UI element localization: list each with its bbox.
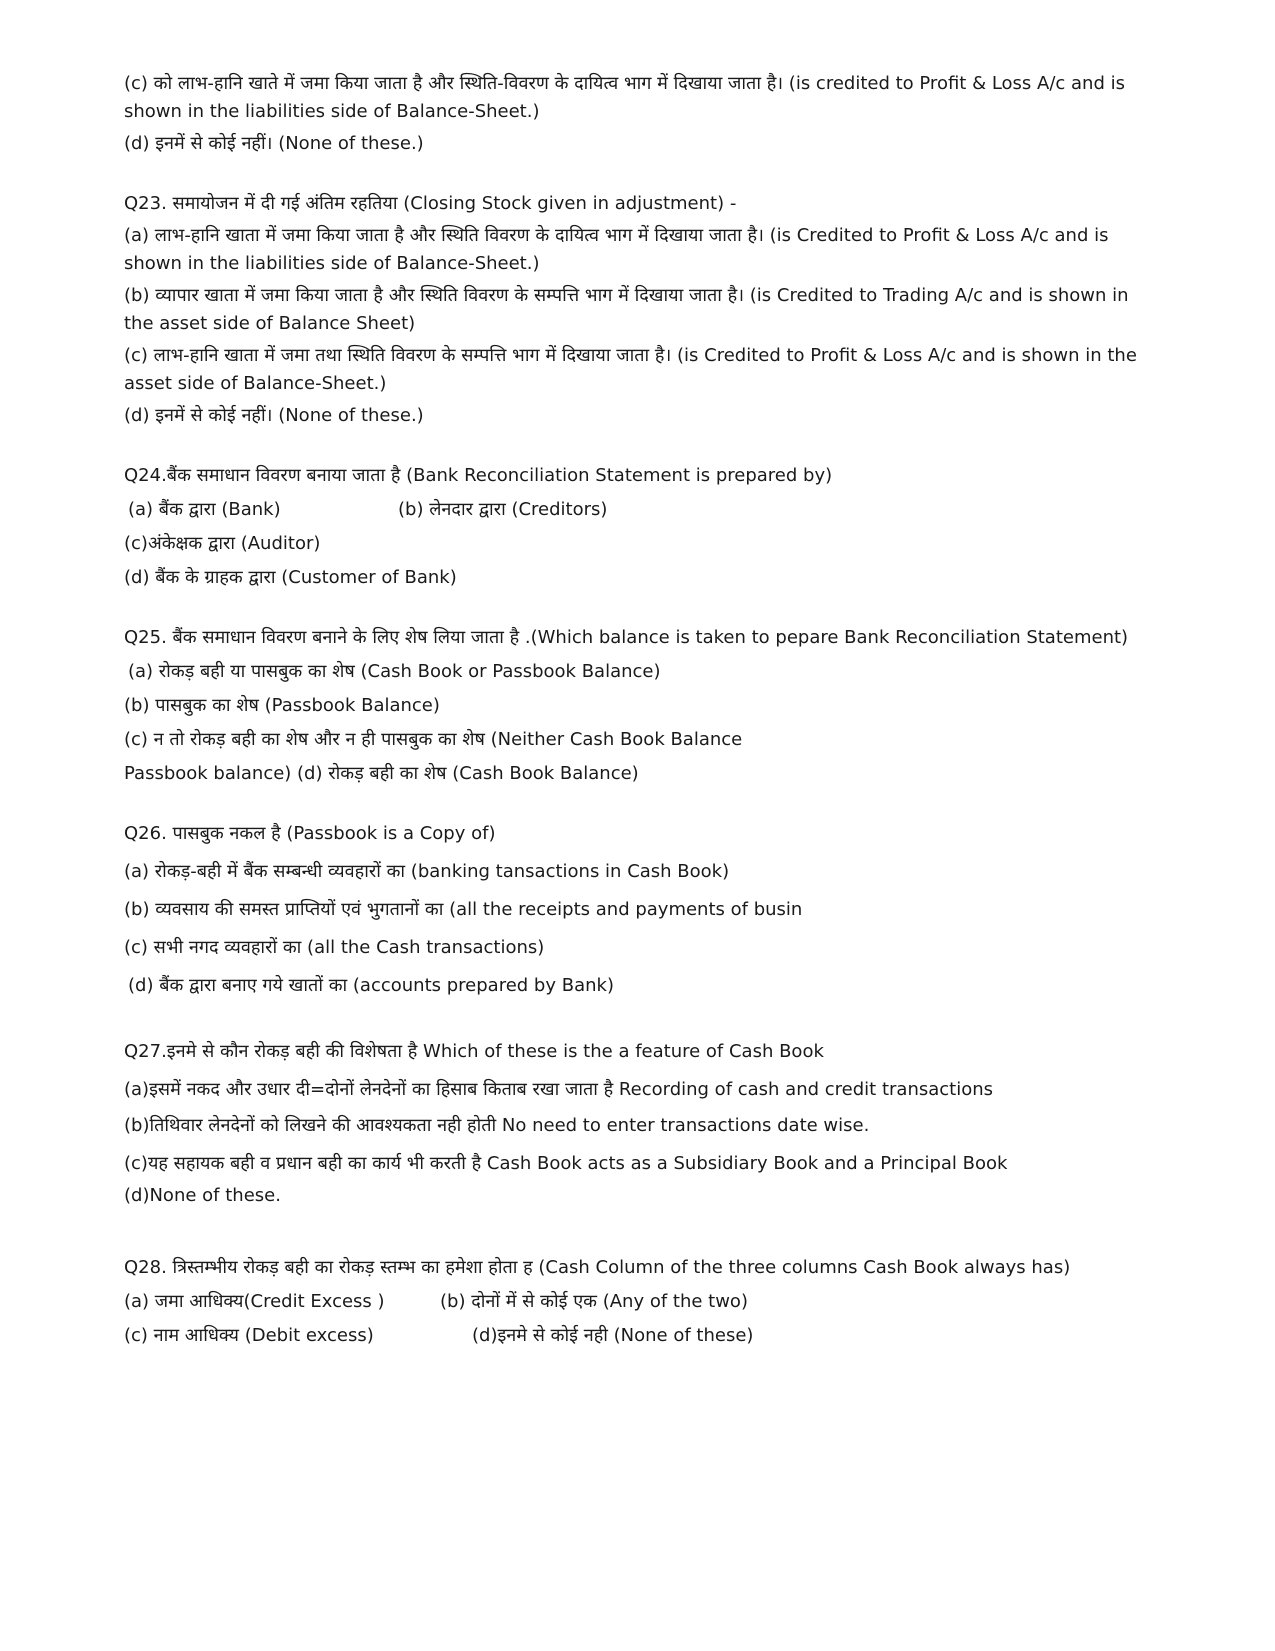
document-page [124,70,1154,1350]
q25-option-c-cont-d: Passbook balance) (d) रोकड़ बही का शेष (Cash Book Balance) [124,763,639,784]
q28-option-b: (b) दोनों में से कोई एक (Any of the two) [440,1291,748,1312]
q25-question: Q25. बैंक समाधान विवरण बनाने के लिए शेष लिया जाता है .(Which balance is taken to pepare Bank Reconciliation Statement) [124,627,1129,648]
q23-option-c: (c) लाभ-हानि खाता में जमा तथा स्थिति विवरण के सम्पत्ति भाग में दिखाया जाता है। (is Credited to Profit & Loss A/c and is shown in the asset side of Balance-Sheet.) [124,345,1137,394]
q28-option-c: (c) नाम आधिक्य (Debit excess) [124,1325,374,1346]
q23-option-b: (b) व्यापार खाता में जमा किया जाता है और स्थिति विवरण के सम्पत्ति भाग में दिखाया जाता है। (is Credited to Trading A/c and is shown in the asset side of Balance Sheet) [124,285,1129,334]
q26-option-a: (a) रोकड़-बही में बैंक सम्बन्धी व्यवहारों का (banking tansactions in Cash Book) [124,861,730,882]
q24-options-row [124,496,1154,524]
q23-question: Q23. समायोजन में दी गई अंतिम रहतिया (Closing Stock given in adjustment) - [124,193,737,214]
q24-option-d: (d) बैंक के ग्राहक द्वारा (Customer of Bank) [124,567,457,588]
q25-option-c: (c) न तो रोकड़ बही का शेष और न ही पासबुक का शेष (Neither Cash Book Balance [124,729,743,750]
q27-option-b: (b)तिथिवार लेनदेनों को लिखने की आवश्यकता नही होती No need to enter transactions date wise. [124,1115,870,1136]
q27-question: Q27.इनमे से कौन रोकड़ बही की विशेषता है Which of these is the a feature of Cash Book [124,1041,824,1062]
q23-option-a: (a) लाभ-हानि खाता में जमा किया जाता है और स्थिति विवरण के दायित्व भाग में दिखाया जाता है। (is Credited to Profit & Loss A/c and is shown in the liabilities side of Balance-Sheet.) [124,225,1109,274]
q24-option-a: (a) बैंक द्वारा (Bank) [128,499,281,520]
q22-option-c: (c) को लाभ-हानि खाते में जमा किया जाता है और स्थिति-विवरण के दायित्व भाग में दिखाया जाता है। (is credited to Profit & Loss A/c and is shown in the liabilities side of Balance-Sheet.) [124,73,1125,122]
q24-question: Q24.बैंक समाधान विवरण बनाया जाता है (Bank Reconciliation Statement is prepared by) [124,465,833,486]
q28-question: Q28. त्रिस्तम्भीय रोकड़ बही का रोकड़ स्तम्भ का हमेशा होता ह (Cash Column of the three columns Cash Book always has) [124,1257,1071,1278]
q26-option-d: (d) बैंक द्वारा बनाए गये खातों का (accounts prepared by Bank) [128,975,614,996]
q26-question: Q26. पासबुक नकल है (Passbook is a Copy of) [124,823,496,844]
q23-option-d: (d) इनमें से कोई नहीं। (None of these.) [124,405,424,426]
q24-option-c: (c)अंकेक्षक द्वारा (Auditor) [124,533,321,554]
q28-option-a: (a) जमा आधिक्य(Credit Excess ) [124,1291,385,1312]
q28-option-d: (d)इनमे से कोई नही (None of these) [472,1325,754,1346]
q22-option-d: (d) इनमें से कोई नहीं। (None of these.) [124,133,424,154]
q28-options-row-2 [124,1322,1154,1350]
q26-option-b: (b) व्यवसाय की समस्त प्राप्तियों एवं भुगतानों का (all the receipts and payments of busin [124,899,803,920]
q25-option-a: (a) रोकड़ बही या पासबुक का शेष (Cash Book or Passbook Balance) [128,661,661,682]
q27-option-a: (a)इसमें नकद और उधार दी=दोनों लेनदेनों का हिसाब किताब रखा जाता है Recording of cash and credit transactions [124,1079,994,1100]
q24-option-b: (b) लेनदार द्वारा (Creditors) [398,499,608,520]
q25-option-b: (b) पासबुक का शेष (Passbook Balance) [124,695,440,716]
q26-option-c: (c) सभी नगद व्यवहारों का (all the Cash transactions) [124,937,545,958]
q27-option-d: (d)None of these. [124,1185,281,1206]
q28-options-row-1 [124,1288,1154,1316]
q27-option-c: (c)यह सहायक बही व प्रधान बही का कार्य भी करती है Cash Book acts as a Subsidiary Book and a Principal Book [124,1153,1008,1174]
